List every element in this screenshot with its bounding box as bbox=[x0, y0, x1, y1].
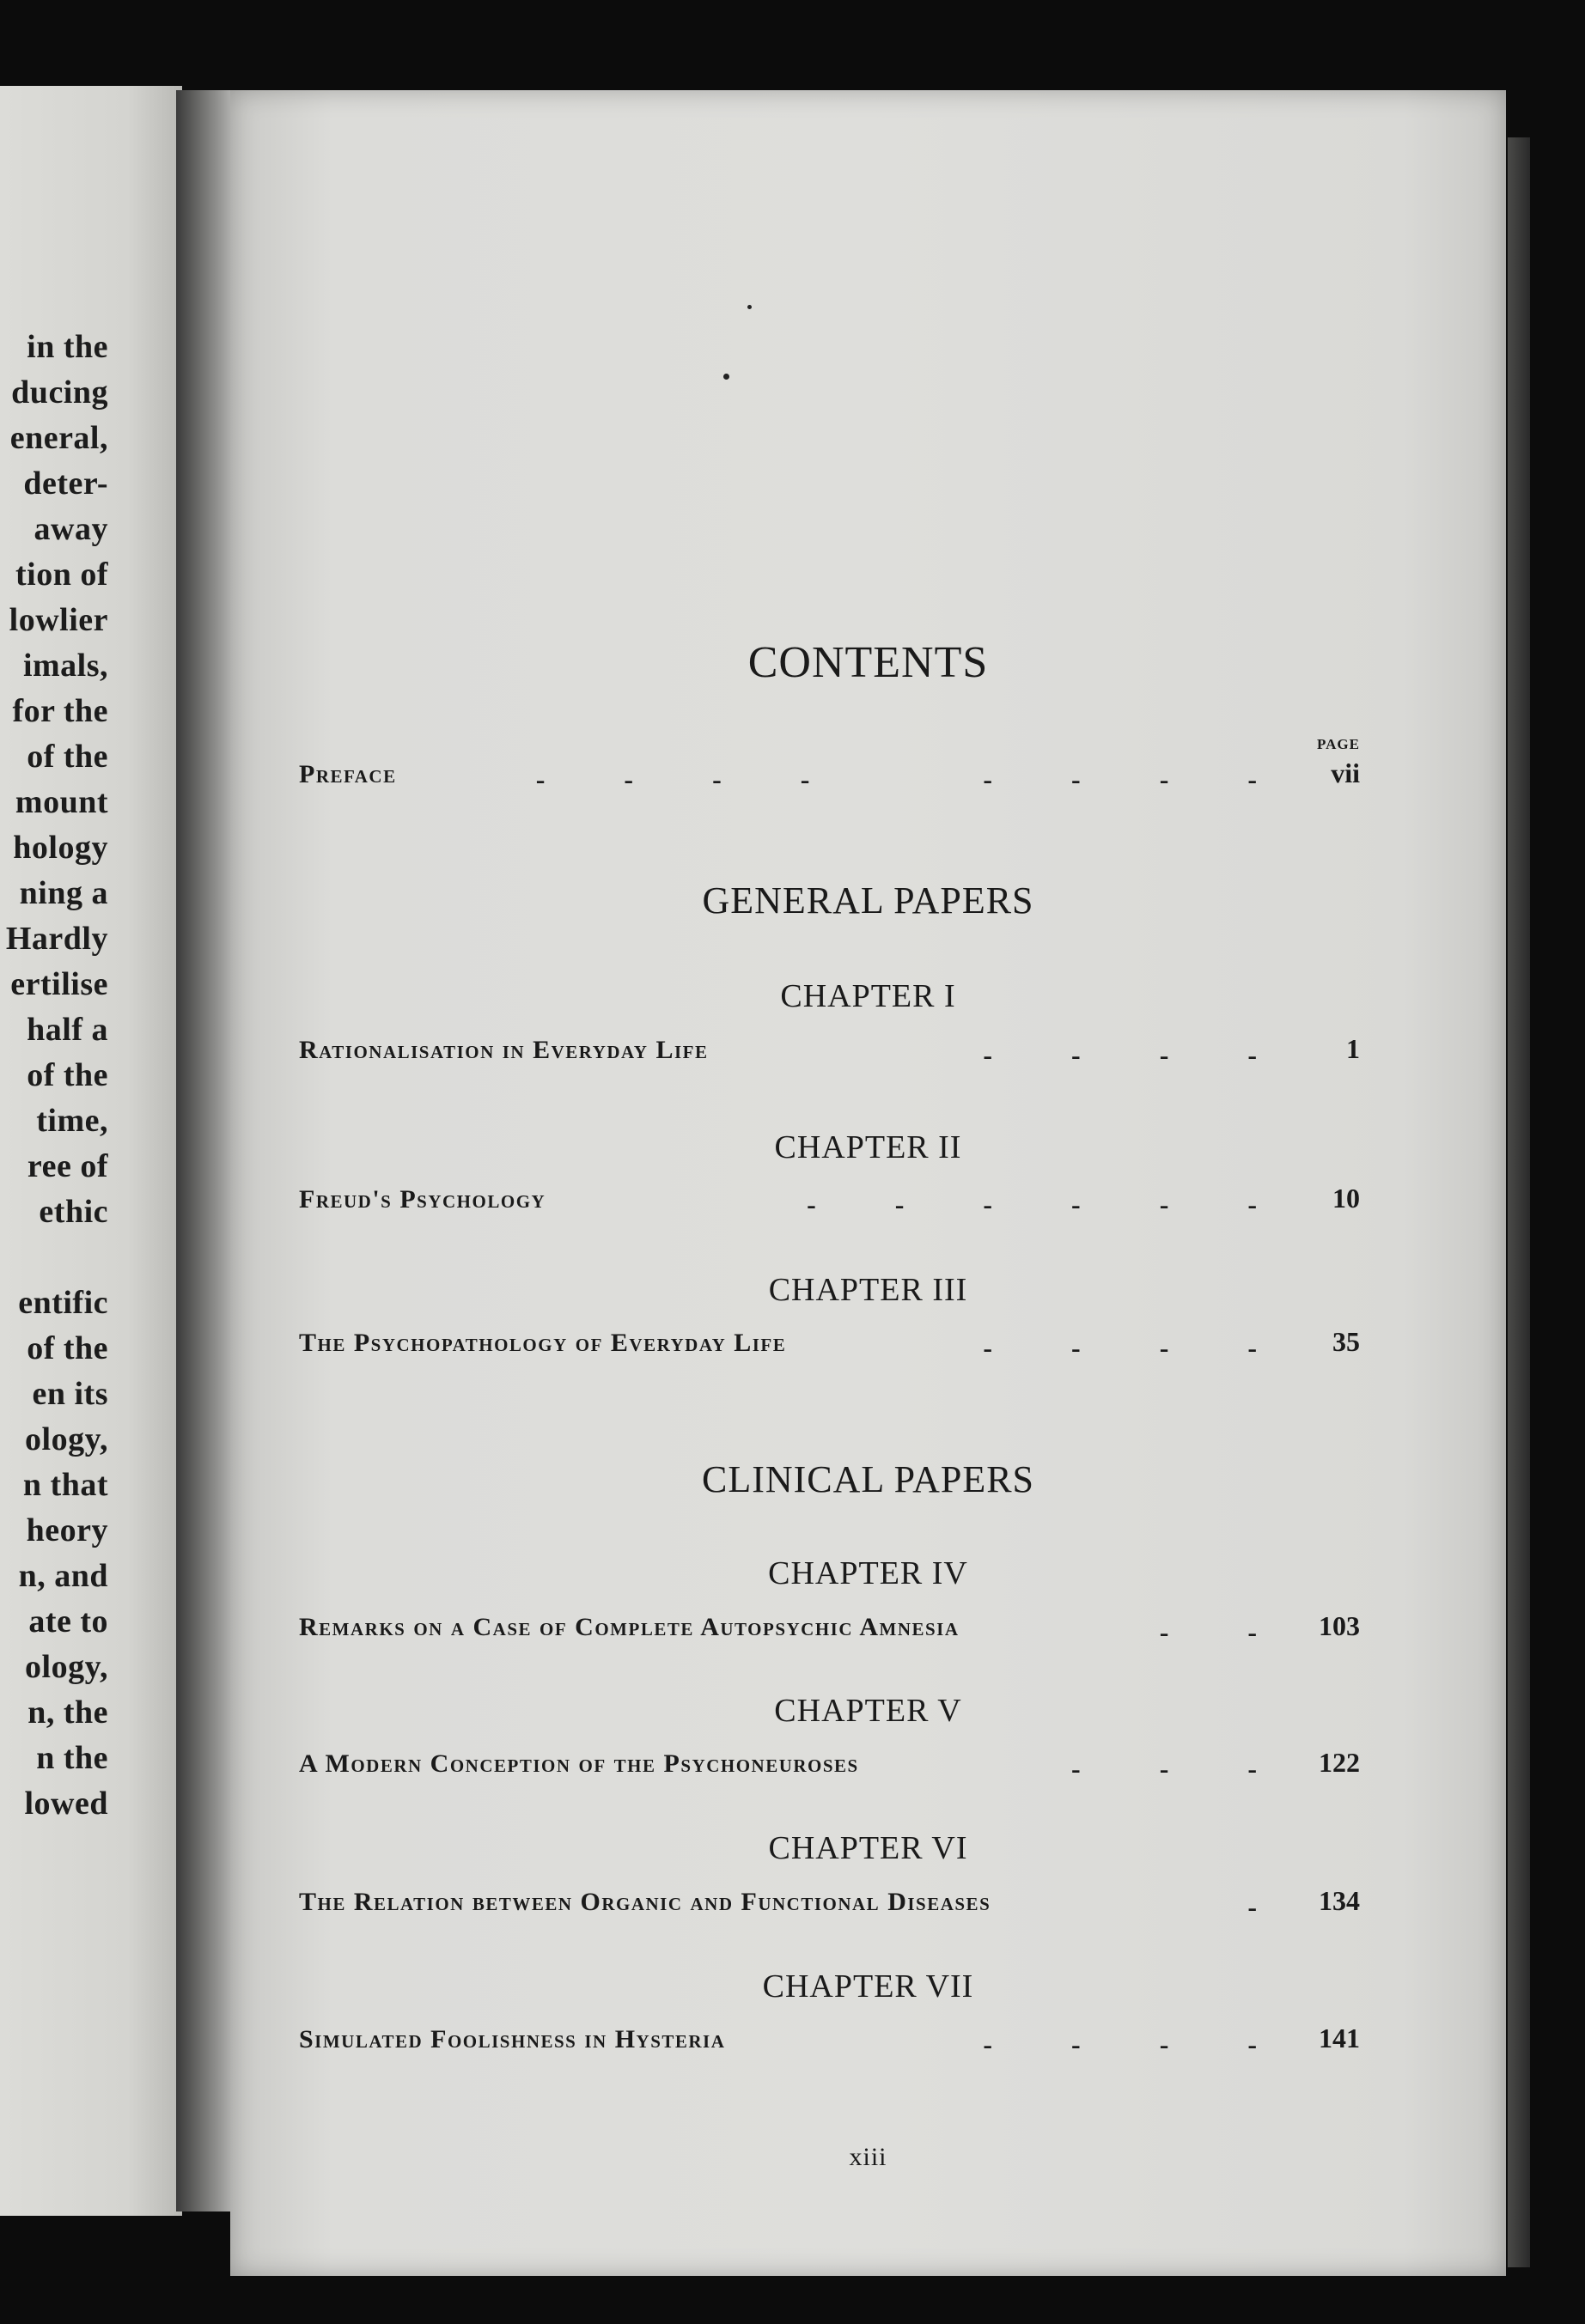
previous-page-line: half a bbox=[27, 1012, 108, 1048]
previous-page-line: imals, bbox=[22, 648, 108, 684]
previous-page-line: ology, bbox=[25, 1649, 108, 1685]
toc-entry-title: Rationalisation in Everyday Life bbox=[299, 1036, 709, 1064]
toc-entry-title: The Relation between Organic and Functional Diseases bbox=[299, 1888, 991, 1916]
previous-page-line: n, the bbox=[27, 1694, 108, 1731]
toc-entry-title: The Psychopathology of Everyday Life bbox=[299, 1329, 787, 1357]
contents-page bbox=[230, 90, 1506, 2276]
previous-page-line: away bbox=[34, 511, 108, 547]
previous-page-line: of the bbox=[27, 1057, 108, 1093]
toc-entry-title: A Modern Conception of the Psychoneuroses bbox=[299, 1749, 859, 1778]
chapter-heading: CHAPTER VII bbox=[762, 1968, 974, 2005]
leader-dashes: - - - - bbox=[983, 2029, 1257, 2059]
previous-page-line: ology, bbox=[25, 1421, 108, 1457]
toc-entry-preface[interactable] bbox=[299, 751, 1360, 794]
toc-entry[interactable] bbox=[299, 1177, 1360, 1220]
toc-entry-page: 1 bbox=[1346, 1033, 1360, 1064]
leader-dashes: - - - - bbox=[983, 1332, 1257, 1363]
toc-entry-page: vii bbox=[1331, 757, 1360, 788]
leader-dashes: - - - bbox=[1071, 1753, 1257, 1784]
previous-page-line: deter- bbox=[23, 465, 108, 502]
leader-dashes: - - - - - - bbox=[807, 1189, 1257, 1220]
toc-entry-title: Simulated Foolishness in Hysteria bbox=[299, 2025, 726, 2053]
toc-entry[interactable] bbox=[299, 1879, 1360, 1922]
leader-dashes: - - - - bbox=[983, 1039, 1257, 1070]
previous-page-line: lowlier bbox=[9, 602, 108, 638]
leader-dashes: - - bbox=[1159, 1616, 1257, 1647]
previous-page-line: entific bbox=[18, 1285, 108, 1321]
previous-page-line: time, bbox=[36, 1103, 108, 1139]
toc-entry-title: Remarks on a Case of Complete Autopsychic Amnesia bbox=[299, 1613, 960, 1641]
previous-page-line: n that bbox=[22, 1467, 108, 1503]
toc-entry-page: 35 bbox=[1332, 1326, 1360, 1357]
toc-entry[interactable] bbox=[299, 1604, 1360, 1647]
toc-entry-page: 141 bbox=[1319, 2023, 1360, 2053]
toc-entry-title: Preface bbox=[299, 760, 397, 788]
previous-page-line: mount bbox=[15, 784, 108, 820]
previous-page-line: of the bbox=[27, 739, 108, 775]
previous-page-line: ertilise bbox=[10, 966, 108, 1002]
previous-page-line: n, and bbox=[18, 1558, 108, 1594]
previous-page-line: en its bbox=[32, 1376, 108, 1412]
page-number: xiii bbox=[849, 2143, 887, 2171]
previous-page-line: ree of bbox=[27, 1148, 108, 1184]
previous-page bbox=[0, 86, 182, 2216]
previous-page-line: eneral, bbox=[9, 420, 108, 456]
toc-entry-page: 103 bbox=[1319, 1610, 1360, 1641]
chapter-heading: CHAPTER II bbox=[774, 1129, 962, 1165]
previous-page-line: ning a bbox=[19, 875, 108, 911]
paper-speck bbox=[723, 374, 729, 380]
chapter-heading: CHAPTER VI bbox=[768, 1830, 968, 1866]
previous-page-line: Hardly bbox=[5, 921, 108, 957]
previous-page-line: lowed bbox=[24, 1786, 108, 1822]
previous-page-line: in the bbox=[27, 329, 108, 365]
previous-page-line: for the bbox=[12, 693, 108, 729]
toc-entry[interactable] bbox=[299, 1027, 1360, 1070]
previous-page-line: tion of bbox=[15, 557, 108, 593]
toc-entry-page: 134 bbox=[1319, 1885, 1360, 1916]
previous-page-line: ate to bbox=[28, 1603, 108, 1640]
toc-entry-page: 10 bbox=[1332, 1183, 1360, 1214]
chapter-heading: CHAPTER III bbox=[768, 1272, 968, 1308]
chapter-heading: CHAPTER V bbox=[774, 1693, 962, 1729]
previous-page-line: n the bbox=[36, 1740, 108, 1776]
previous-page-line: ethic bbox=[39, 1194, 108, 1230]
previous-page-line: heory bbox=[26, 1512, 108, 1548]
paper-speck bbox=[747, 305, 752, 309]
book-gutter bbox=[176, 90, 236, 2211]
page-edge bbox=[1508, 137, 1530, 2267]
toc-entry-page: 122 bbox=[1319, 1747, 1360, 1778]
chapter-heading: CHAPTER I bbox=[780, 978, 956, 1014]
toc-entry[interactable] bbox=[299, 2017, 1360, 2059]
toc-entry-title: Freud's Psychology bbox=[299, 1185, 546, 1214]
page-title: CONTENTS bbox=[747, 638, 989, 687]
toc-entry[interactable] bbox=[299, 1741, 1360, 1784]
leader-dashes: - bbox=[1247, 1891, 1257, 1922]
section-title: CLINICAL PAPERS bbox=[701, 1458, 1035, 1500]
chapter-heading: CHAPTER IV bbox=[768, 1555, 968, 1591]
previous-page-line: of the bbox=[27, 1330, 108, 1366]
toc-entry[interactable] bbox=[299, 1320, 1360, 1363]
previous-page-line: hology bbox=[13, 830, 108, 866]
section-title: GENERAL PAPERS bbox=[702, 879, 1034, 922]
previous-page-line: ducing bbox=[11, 374, 108, 411]
page-column-heading: PAGE bbox=[1317, 736, 1360, 752]
leader-dashes: - - - - - - - - bbox=[535, 764, 1257, 794]
